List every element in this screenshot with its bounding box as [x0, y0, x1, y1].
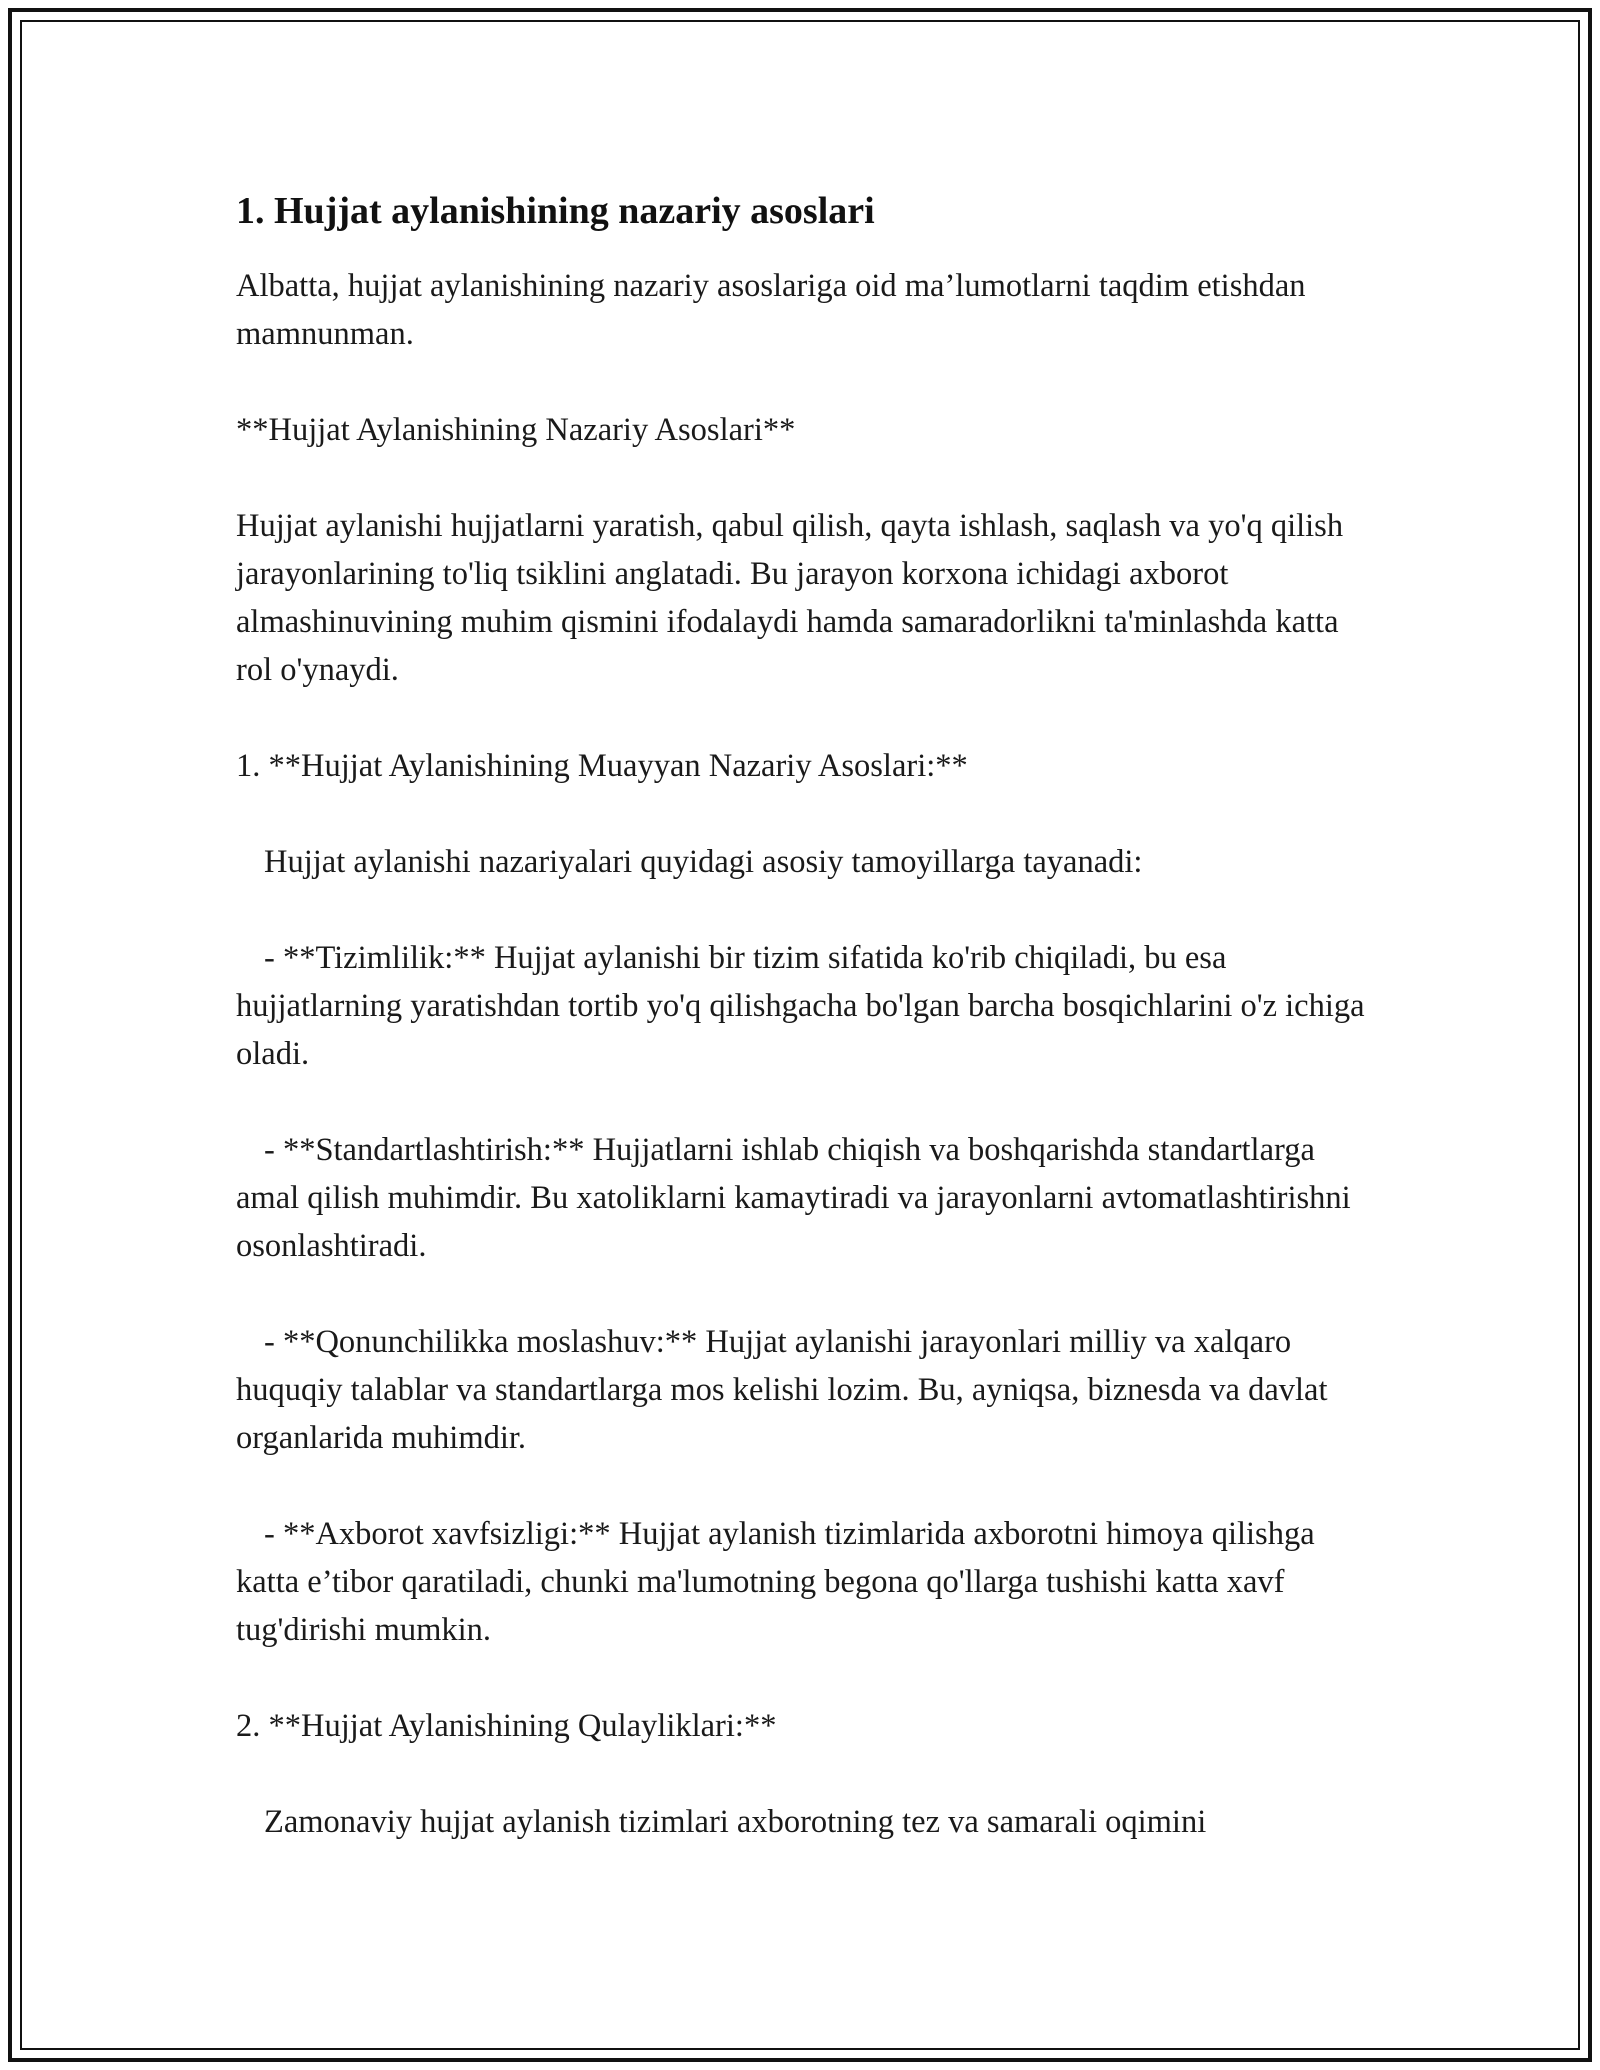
principle-systematicity: - **Tizimlilik:** Hujjat aylanishi bir tizim sifatida ko'rib chiqiladi, bu esa hujjatlarning yaratishdan tortib yo'q qilishgacha bo'lgan barcha bosqichlarini o'z ichiga oladi. [236, 940, 1373, 1072]
intro-paragraph: Albatta, hujjat aylanishining nazariy asoslariga oid ma’lumotlarni taqdim etishdan mamnunman. [236, 268, 1314, 352]
subtitle-paragraph: **Hujjat Aylanishining Nazariy Asoslari** [236, 412, 796, 448]
advantages-paragraph: Zamonaviy hujjat aylanish tizimlari axborotning tez va samarali oqimini [264, 1804, 1207, 1840]
list-item-heading-1: 1. **Hujjat Aylanishining Muayyan Nazariy Asoslari:** [236, 748, 968, 784]
principle-information-security: - **Axborot xavfsizligi:** Hujjat aylanish tizimlarida axborotni himoya qilishga katta e’tibor qaratiladi, chunki ma'lumotning begona qo'llarga tushishi katta xavf tug'dirishi mumkin. [236, 1516, 1323, 1648]
document-body [236, 186, 1371, 1894]
list-item-heading-2: 2. **Hujjat Aylanishining Qulayliklari:** [236, 1708, 777, 1744]
definition-paragraph: Hujjat aylanishi hujjatlarni yaratish, qabul qilish, qayta ishlash, saqlash va yo'q qilish jarayonlarining to'liq tsiklini anglatadi. Bu jarayon korxona ichidagi axborot almashinuvining muhim qismini ifodalaydi hamda samaradorlikni ta'minlashda katta rol o'ynaydi. [236, 508, 1352, 688]
principle-legal-compliance: - **Qonunchilikka moslashuv:** Hujjat aylanishi jarayonlari milliy va xalqaro huquqiy talablar va standartlarga mos kelishi lozim. Bu, ayniqsa, biznesda va davlat organlarida muhimdir. [236, 1324, 1336, 1456]
principle-standardization: - **Standartlashtirish:** Hujjatlarni ishlab chiqish va boshqarishda standartlarga amal qilish muhimdir. Bu xatoliklarni kamaytiradi va jarayonlarni avtomatlashtirishni osonlashtiradi. [236, 1132, 1359, 1264]
principles-intro-paragraph: Hujjat aylanishi nazariyalari quyidagi asosiy tamoyillarga tayanadi: [264, 844, 1143, 880]
section-heading: 1. Hujjat aylanishining nazariy asoslari [236, 190, 875, 232]
